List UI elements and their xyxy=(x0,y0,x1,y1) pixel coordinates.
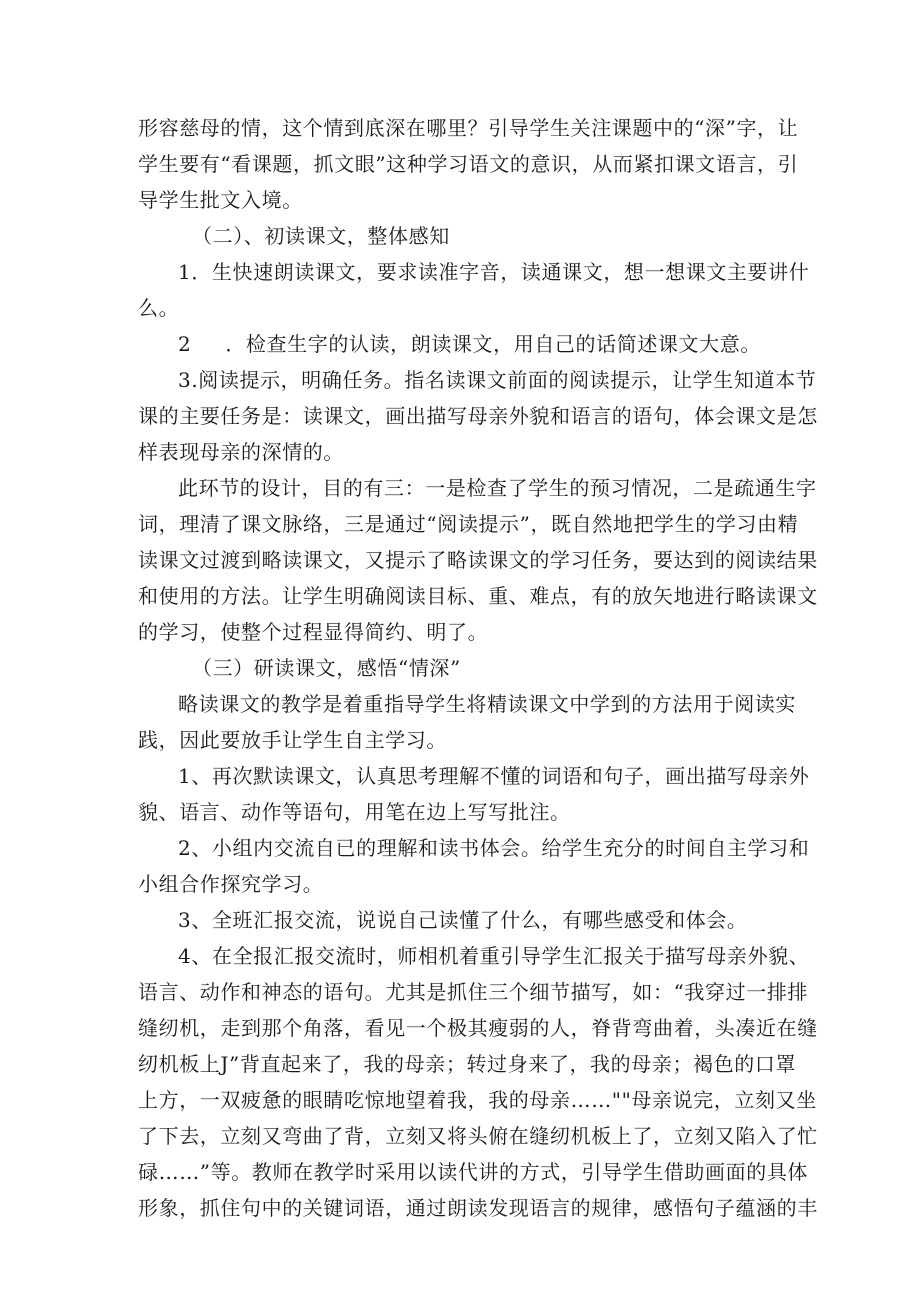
text-line: 4、在全报汇报交流时，师相机着重引导学生汇报关于描写母亲外貌、 xyxy=(178,944,810,968)
text-line: 词，理清了课文脉络，三是通过“阅读提示”，既自然地把学生的学习由精 xyxy=(138,512,799,536)
text-line: 学生要有“看课题，抓文眼”这种学习语文的意识，从而紧扣课文语言，引 xyxy=(138,152,799,176)
text-line: 和使用的方法。让学生明确阅读目标、重、难点，有的放矢地进行略读课文 xyxy=(138,584,818,608)
text-line: 了下去，立刻又弯曲了背，立刻又将头俯在缝纫机板上了，立刻又陷入了忙 xyxy=(138,1124,818,1148)
text-line: 导学生批文入境。 xyxy=(138,188,303,212)
text-line: 形容慈母的情，这个情到底深在哪里？引导学生关注课题中的“深”字，让 xyxy=(138,116,799,140)
text-line: 3.阅读提示，明确任务。指名读课文前面的阅读提示，让学生知道本节 xyxy=(178,368,817,392)
text-line: 践，因此要放手让学生自主学习。 xyxy=(138,728,447,752)
text-line: 小组合作探究学习。 xyxy=(138,872,324,896)
text-line: 3、全班汇报交流，说说自己读懂了什么，有哪些感受和体会。 xyxy=(178,908,748,932)
text-line: 语言、动作和神态的语句。尤其是抓住三个细节描写，如：“我穿过一排排 xyxy=(138,980,809,1004)
text-line: 样表现母亲的深情的。 xyxy=(138,440,344,464)
section-heading: （二）、初读课文，整体感知 xyxy=(192,224,450,248)
text-line: 碌……”等。教师在教学时采用以读代讲的方式，引导学生借助画面的具体 xyxy=(138,1160,809,1184)
text-line: 读课文过渡到略读课文，又提示了略读课文的学习任务，要达到的阅读结果 xyxy=(138,548,818,572)
text-line: 1、再次默读课文，认真思考理解不懂的词语和句子，画出描写母亲外 xyxy=(178,764,810,788)
text-line: 的学习，使整个过程显得简约、明了。 xyxy=(138,620,489,644)
text-line: 貌、语言、动作等语句，用笔在边上写写批注。 xyxy=(138,800,571,824)
text-line: 缝纫机，走到那个角落，看见一个极其瘦弱的人，脊背弯曲着，头凑近在缝 xyxy=(138,1016,818,1040)
text-line xyxy=(178,330,761,358)
text-line: 纫机板上J”背直起来了，我的母亲；转过身来了，我的母亲；褐色的口罩 xyxy=(138,1052,797,1076)
list-text: ．检查生字的认读，朗读课文，用自己的话简述课文大意。 xyxy=(225,332,761,356)
text-line: 此环节的设计，目的有三：一是检查了学生的预习情况，二是疏通生字 xyxy=(178,476,817,500)
text-line: 1．生快速朗读课文，要求读准字音，读通课文，想一想课文主要讲什 xyxy=(178,260,810,284)
text-line: 么。 xyxy=(138,296,180,320)
text-line: 2、小组内交流自已的理解和读书体会。给学生充分的时间自主学习和 xyxy=(178,836,810,860)
section-heading: （三）研读课文，感悟“情深” xyxy=(192,656,461,680)
list-number: 2 xyxy=(178,332,192,356)
text-line: 上方，一双疲惫的眼睛吃惊地望着我，我的母亲……""母亲说完，立刻又坐 xyxy=(138,1088,817,1112)
text-line: 课的主要任务是：读课文，画出描写母亲外貌和语言的语句，体会课文是怎 xyxy=(138,404,818,428)
text-line: 略读课文的教学是着重指导学生将精读课文中学到的方法用于阅读实 xyxy=(178,692,796,716)
text-line: 形象，抓住句中的关键词语，通过朗读发现语言的规律，感悟句子蕴涵的丰 xyxy=(138,1196,818,1220)
